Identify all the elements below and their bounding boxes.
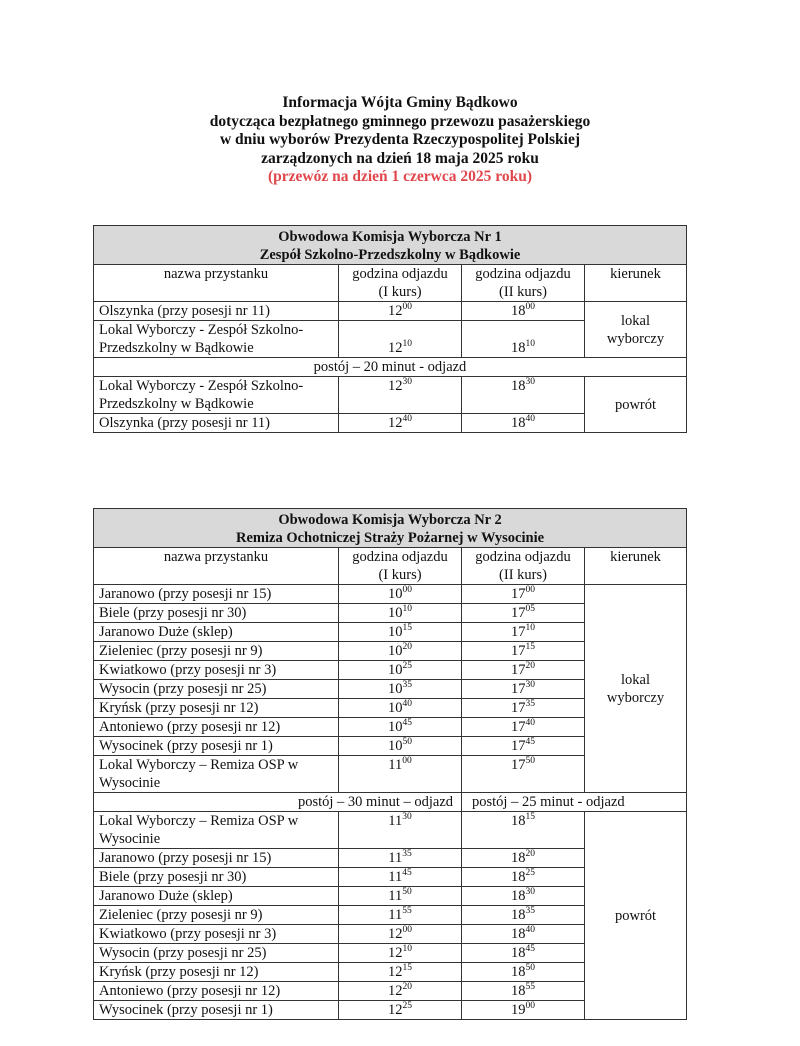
- dep-time-2: $18^{25}$: [462, 868, 585, 887]
- schedule-table-1: [93, 225, 687, 433]
- header-date: zarządzonych na dzień 18 maja 2025 roku: [261, 149, 539, 167]
- col-dep1: godzina odjazdu (I kurs): [339, 265, 462, 302]
- dep-time-2: $17^{30}$: [462, 680, 585, 699]
- header-election: w dniu wyborów Prezydenta Rzeczypospolitej Polskiej: [219, 131, 581, 148]
- table-2-title: Obwodowa Komisja Wyborcza Nr 2 Remiza Ochotniczej Straży Pożarnej w Wysocinie: [94, 509, 687, 548]
- dep-time-1: $12^{10}$: [339, 944, 462, 963]
- dep-time-1: $10^{20}$: [339, 642, 462, 661]
- col-direction: kierunek: [585, 548, 687, 585]
- dep-time-1: $11^{55}$: [339, 906, 462, 925]
- dep-time-2: $17^{45}$: [462, 737, 585, 756]
- stop-name: Wysocin (przy posesji nr 25): [94, 944, 339, 963]
- dep-time-1: $10^{35}$: [339, 680, 462, 699]
- dep-time-2: $18^{55}$: [462, 982, 585, 1001]
- dep-time-1: $10^{50}$: [339, 737, 462, 756]
- dep-time-1: $11^{35}$: [339, 849, 462, 868]
- dep-time-2: $18^{20}$: [462, 849, 585, 868]
- table-row: [94, 812, 687, 849]
- stop-name: Kryńsk (przy posesji nr 12): [94, 963, 339, 982]
- table-header-row: [94, 548, 687, 585]
- stop-name: Jaranowo Duże (sklep): [94, 623, 339, 642]
- dep-time-1: $10^{15}$: [339, 623, 462, 642]
- dep-time-2: $17^{35}$: [462, 699, 585, 718]
- dep-time-1: $10^{45}$: [339, 718, 462, 737]
- stop-name: Biele (przy posesji nr 30): [94, 868, 339, 887]
- dep-time-2: $17^{05}$: [462, 604, 585, 623]
- dep-time-1: $11^{45}$: [339, 868, 462, 887]
- dep-time-1: $12^{20}$: [339, 982, 462, 1001]
- dep-time-1: $11^{00}$: [339, 756, 462, 793]
- pause-row: postój – 30 minut – odjazd postój – 25 minut - odjazd: [94, 793, 687, 812]
- stop-name: Zieleniec (przy posesji nr 9): [94, 906, 339, 925]
- col-dep2: godzina odjazdu (II kurs): [462, 265, 585, 302]
- stop-name: Kwiatkowo (przy posesji nr 3): [94, 925, 339, 944]
- col-direction: kierunek: [585, 265, 687, 302]
- header-transport-date: (przewóz na dzień 1 czerwca 2025 roku): [267, 168, 532, 185]
- dep-time-1: $12^{15}$: [339, 963, 462, 982]
- dep-time-2: $18^{30}$: [462, 887, 585, 906]
- dep-time-2: $18^{15}$: [462, 812, 585, 849]
- direction-lokal: lokal wyborczy: [585, 302, 687, 358]
- table-row: Lokal Wyborczy - Zespół Szkolno-Przedszkolny w Bądkowie $12^{30}$ $18^{30}$ powrót: [94, 377, 687, 414]
- dep-time-1: $12^{25}$: [339, 1001, 462, 1020]
- direction-lokal: lokal wyborczy: [585, 585, 687, 793]
- stop-name: Jaranowo (przy posesji nr 15): [94, 585, 339, 604]
- table-row: Lokal Wyborczy - Zespół Szkolno-Przedszkolny w Bądkowie $12^{10}$ $18^{10}$: [94, 321, 687, 358]
- table-header-row: [94, 265, 687, 302]
- stop-name: Lokal Wyborczy – Remiza OSP w Wysocinie: [94, 756, 339, 793]
- dep-time-2: $18^{40}$: [462, 925, 585, 944]
- dep-time-2: $17^{40}$: [462, 718, 585, 737]
- dep-time-2: $17^{20}$: [462, 661, 585, 680]
- dep-time-1: $10^{10}$: [339, 604, 462, 623]
- stop-name: Antoniewo (przy posesji nr 12): [94, 982, 339, 1001]
- stop-name: Jaranowo Duże (sklep): [94, 887, 339, 906]
- pause-row: postój – 20 minut - odjazd: [94, 358, 687, 377]
- stop-name: Lokal Wyborczy – Remiza OSP w Wysocinie: [94, 812, 339, 849]
- document-header: [0, 94, 800, 187]
- dep-time-1: $11^{30}$: [339, 812, 462, 849]
- dep-time-2: $17^{00}$: [462, 585, 585, 604]
- dep-time-1: $12^{00}$: [339, 925, 462, 944]
- dep-time-2: $18^{50}$: [462, 963, 585, 982]
- direction-powrot: powrót: [585, 812, 687, 1020]
- col-stop: nazwa przystanku: [94, 548, 339, 585]
- table-row: Olszynka (przy posesji nr 11) $12^{00}$ $18^{00}$ lokal wyborczy: [94, 302, 687, 321]
- direction-powrot: powrót: [585, 377, 687, 433]
- header-title: Informacja Wójta Gminy Bądkowo: [282, 94, 518, 111]
- schedule-table-2: [93, 508, 687, 1020]
- dep-time-1: $10^{25}$: [339, 661, 462, 680]
- dep-time-2: $18^{35}$: [462, 906, 585, 925]
- dep-time-2: $19^{00}$: [462, 1001, 585, 1020]
- table-1-title: Obwodowa Komisja Wyborcza Nr 1 Zespół Szkolno-Przedszkolny w Bądkowie: [94, 226, 687, 265]
- dep-time-2: $17^{50}$: [462, 756, 585, 793]
- table-row: Olszynka (przy posesji nr 11) $12^{40}$ $18^{40}$: [94, 414, 687, 433]
- stop-name: Jaranowo (przy posesji nr 15): [94, 849, 339, 868]
- col-dep1: godzina odjazdu (I kurs): [339, 548, 462, 585]
- stop-name: Kwiatkowo (przy posesji nr 3): [94, 661, 339, 680]
- col-dep2: godzina odjazdu (II kurs): [462, 548, 585, 585]
- table-row: [94, 585, 687, 604]
- dep-time-1: $10^{40}$: [339, 699, 462, 718]
- dep-time-2: $17^{15}$: [462, 642, 585, 661]
- stop-name: Zieleniec (przy posesji nr 9): [94, 642, 339, 661]
- stop-name: Wysocinek (przy posesji nr 1): [94, 737, 339, 756]
- stop-name: Wysocin (przy posesji nr 25): [94, 680, 339, 699]
- dep-time-2: $18^{45}$: [462, 944, 585, 963]
- stop-name: Wysocinek (przy posesji nr 1): [94, 1001, 339, 1020]
- dep-time-1: $11^{50}$: [339, 887, 462, 906]
- stop-name: Biele (przy posesji nr 30): [94, 604, 339, 623]
- col-stop: nazwa przystanku: [94, 265, 339, 302]
- header-subtitle: dotycząca bezpłatnego gminnego przewozu pasażerskiego: [209, 112, 591, 130]
- dep-time-2: $17^{10}$: [462, 623, 585, 642]
- dep-time-1: $10^{00}$: [339, 585, 462, 604]
- stop-name: Kryńsk (przy posesji nr 12): [94, 699, 339, 718]
- stop-name: Antoniewo (przy posesji nr 12): [94, 718, 339, 737]
